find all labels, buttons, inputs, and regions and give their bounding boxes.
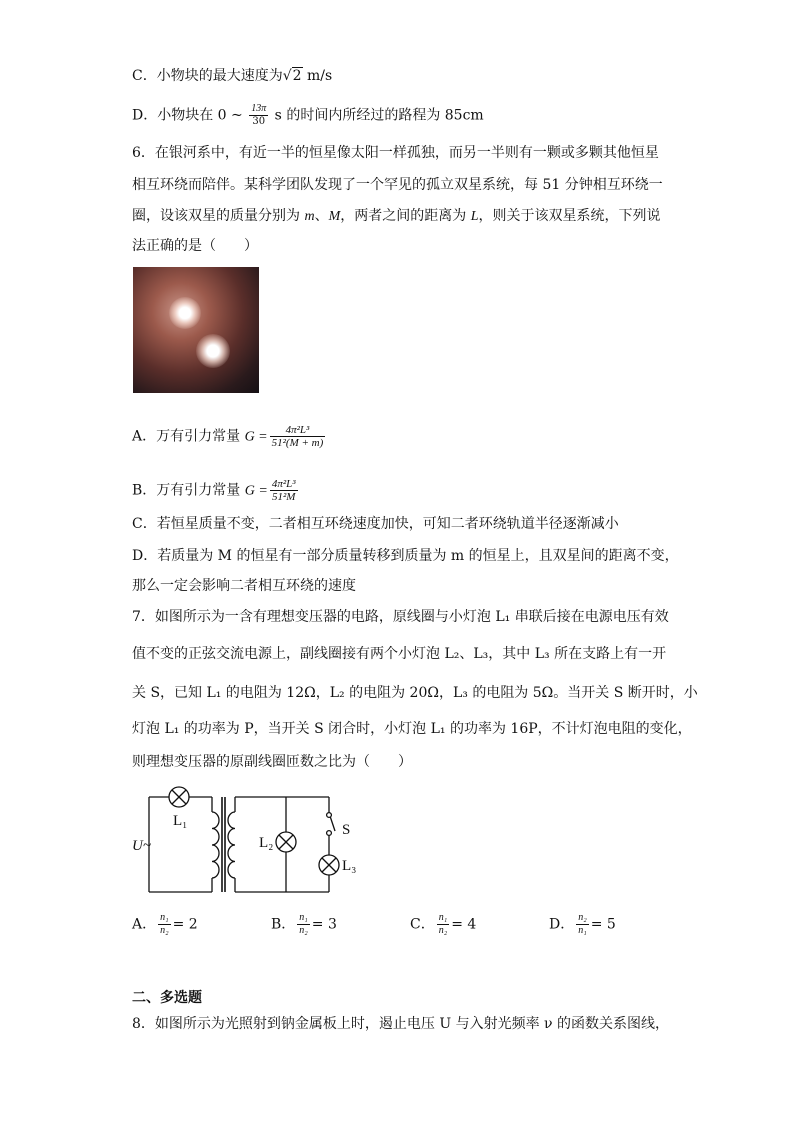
- binary-star-photo: [133, 267, 259, 393]
- fraction-denominator: 51²M: [271, 491, 296, 503]
- q5-option-c[interactable]: [132, 66, 332, 86]
- q6-option-c[interactable]: C．若恒星质量不变，二者相互环绕速度加快，可知二者环绕轨道半径逐渐减小: [132, 516, 619, 532]
- var-m: m: [304, 209, 315, 224]
- q6-option-b-fraction: [270, 478, 298, 503]
- q5-option-c-unit: m/s: [302, 68, 333, 84]
- fraction-denominator: n₂: [299, 925, 308, 936]
- q7-stem-line-4: 灯泡 L₁ 的功率为 P，当开关 S 闭合时，小灯泡 L₁ 的功率为 16P，不计灯泡电阻的变化，: [132, 721, 692, 737]
- switch-contact: [327, 831, 332, 836]
- option-value: = 4: [451, 916, 477, 933]
- option-fraction: [576, 912, 588, 937]
- q7-option-d[interactable]: [549, 912, 616, 937]
- var-M: M: [328, 209, 341, 224]
- q6-option-a-fraction: [270, 424, 326, 449]
- source-label: U~: [132, 838, 151, 854]
- option-fraction: [297, 912, 309, 937]
- fraction-denominator: n₂: [160, 925, 169, 936]
- q7-option-a[interactable]: [132, 912, 198, 937]
- q6-option-b[interactable]: [132, 478, 300, 503]
- fraction-denominator: n₁: [578, 925, 587, 936]
- option-fraction: [158, 912, 170, 937]
- q5-option-c-text: C．小物块的最大速度为: [132, 68, 283, 84]
- separator: 、: [314, 208, 329, 224]
- q7-stem-line-1: 7．如图所示为一含有理想变压器的电路，原线圈与小灯泡 L₁ 串联后接在电源电压有效: [132, 609, 669, 625]
- lamp-l1-label: L₁: [173, 813, 188, 829]
- secondary-coil: [228, 812, 235, 878]
- option-label: D．: [549, 916, 575, 933]
- q7-option-b[interactable]: [271, 912, 337, 937]
- option-value: = 3: [311, 916, 337, 933]
- fraction-numerator: n₁: [160, 912, 169, 923]
- option-value: = 5: [590, 916, 616, 933]
- switch-contact: [327, 813, 332, 818]
- q7-stem-line-3: 关 S，已知 L₁ 的电阻为 12Ω，L₂ 的电阻为 20Ω，L₃ 的电阻为 5Ω。当开关 S 断开时，小: [132, 685, 698, 701]
- q5-option-d-fraction: [249, 103, 268, 128]
- q7-stem-line-5: 则理想变压器的原副线圈匝数之比为（ ）: [132, 754, 412, 770]
- q5-option-d-pre: D．小物块在 0 ~: [132, 107, 248, 124]
- primary-coil: [212, 812, 219, 878]
- fraction-numerator: n₁: [438, 912, 448, 923]
- q6-stem-part: ，则关于该双星系统，下列说: [478, 208, 661, 224]
- q6-stem-part: 圈，设该双星的质量分别为: [132, 208, 305, 224]
- fraction-numerator: 4π²L³: [271, 478, 296, 490]
- q6-option-b-text: B．万有引力常量: [132, 482, 245, 499]
- option-value: = 2: [172, 916, 198, 933]
- lamp-l2-label: L₂: [259, 835, 274, 851]
- q7-option-c[interactable]: [410, 912, 476, 937]
- q6-option-a[interactable]: [132, 424, 327, 449]
- sqrt-symbol: √: [282, 68, 292, 84]
- star-lower-glow: [196, 334, 230, 368]
- q6-option-a-lhs: G =: [244, 429, 268, 445]
- transformer-circuit-diagram: [126, 782, 372, 900]
- q6-option-b-lhs: G =: [244, 483, 268, 499]
- q6-option-a-text: A．万有引力常量: [132, 428, 245, 445]
- fraction-denominator: 30: [252, 116, 266, 127]
- q6-stem-line-4: 法正确的是（ ）: [132, 238, 258, 254]
- lamp-l3-label: L₃: [342, 858, 357, 874]
- fraction-numerator: n₁: [299, 912, 308, 923]
- fraction-numerator: 13π: [251, 103, 267, 114]
- star-upper-glow: [169, 297, 201, 329]
- q6-stem-line-2: 相互环绕而陪伴。某科学团队发现了一个罕见的孤立双星系统，每 51 分钟相互环绕一: [132, 177, 663, 193]
- section-title: 二、多选题: [132, 990, 202, 1006]
- option-label: C．: [410, 916, 435, 933]
- q6-stem-line-3: [132, 206, 661, 227]
- fraction-numerator: 4π²L³: [270, 424, 326, 437]
- option-label: B．: [271, 916, 296, 933]
- fraction-numerator: n₂: [578, 912, 587, 923]
- q6-stem-line-1: 6．在银河系中，有近一半的恒星像太阳一样孤独，而另一半则有一颗或多颗其他恒星: [132, 145, 659, 161]
- fraction-denominator: n₂: [438, 925, 448, 936]
- option-label: A．: [132, 916, 157, 933]
- q7-stem-line-2: 值不变的正弦交流电源上，副线圈接有两个小灯泡 L₂、L₃，其中 L₃ 所在支路上有一开: [132, 646, 667, 662]
- q6-option-d-line-1[interactable]: D．若质量为 M 的恒星有一部分质量转移到质量为 m 的恒星上，且双星间的距离不变，: [132, 548, 679, 564]
- option-fraction: [437, 912, 449, 937]
- fraction-denominator: 51²(M + m): [271, 437, 324, 449]
- q5-option-d[interactable]: [132, 103, 484, 128]
- q5-option-d-post: s 的时间内所经过的路程为 85cm: [270, 107, 484, 124]
- q6-option-d-line-2[interactable]: 那么一定会影响二者相互环绕的速度: [132, 578, 356, 594]
- switch-label: S: [342, 822, 351, 838]
- q8-stem-line-1: 8．如图所示为光照射到钠金属板上时，遏止电压 U 与入射光频率 ν 的函数关系图线，: [132, 1016, 670, 1032]
- sqrt-radicand: 2: [292, 68, 302, 84]
- q6-stem-part: ，两者之间的距离为: [340, 208, 471, 224]
- var-L: L: [470, 209, 479, 224]
